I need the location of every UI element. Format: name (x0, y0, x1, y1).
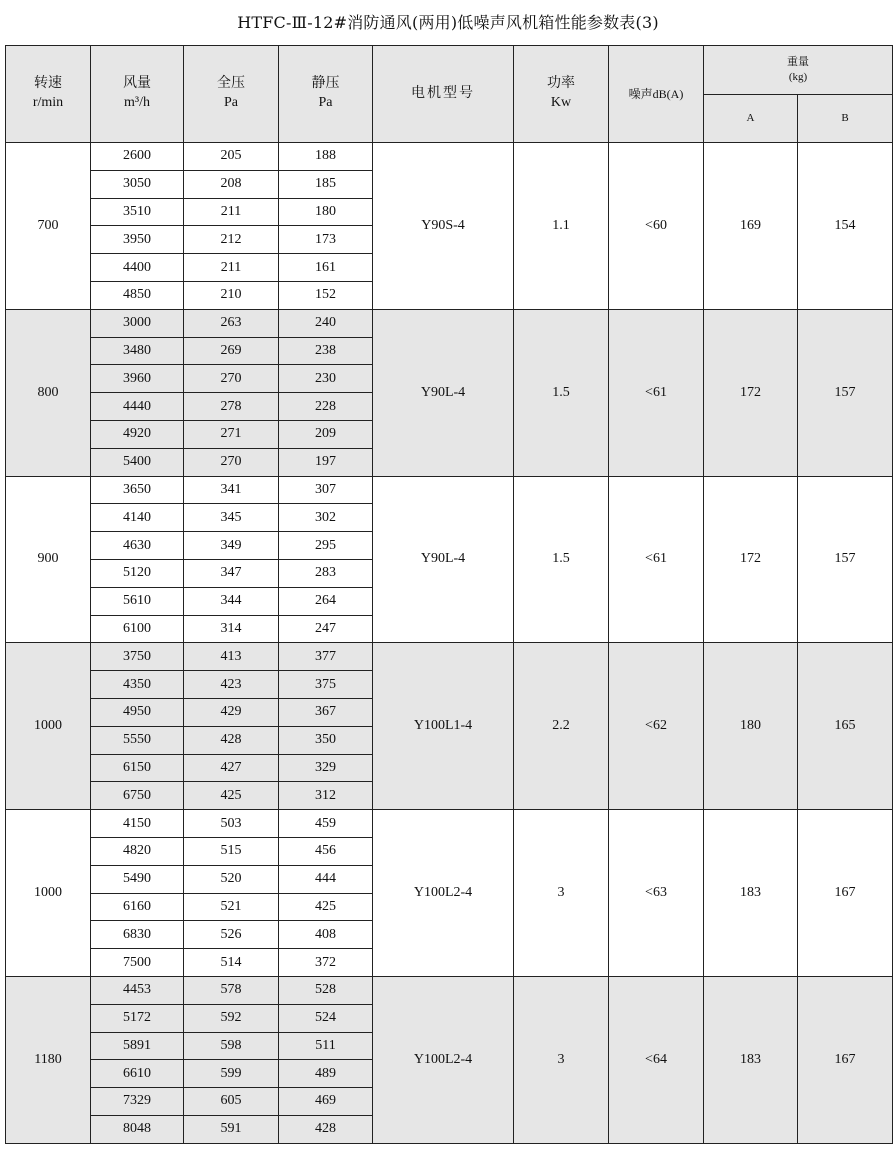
airflow-cell: 5550 (91, 726, 184, 754)
power-cell: 2.2 (514, 643, 609, 810)
static-pressure-cell: 489 (279, 1060, 373, 1088)
total-pressure-cell: 526 (184, 921, 279, 949)
power-header-unit: Kw (550, 95, 572, 110)
motor-model-cell: Y100L1-4 (373, 643, 514, 810)
static-pressure-cell: 350 (279, 726, 373, 754)
airflow-cell: 5400 (91, 448, 184, 476)
total-pressure-cell: 515 (184, 837, 279, 865)
total-pressure-cell: 578 (184, 976, 279, 1004)
total-pressure-cell: 345 (184, 504, 279, 532)
airflow-cell: 4630 (91, 532, 184, 560)
total-pressure-cell: 210 (184, 281, 279, 309)
static-pressure-cell: 469 (279, 1088, 373, 1116)
noise-cell: <63 (609, 810, 704, 977)
weight-header-label: 重量 (787, 56, 809, 69)
weight-b-cell: 157 (798, 309, 893, 476)
speed-header-label: 转速 (34, 76, 62, 92)
total-pressure-cell: 592 (184, 1004, 279, 1032)
airflow-cell: 3000 (91, 309, 184, 337)
noise-cell: <61 (609, 309, 704, 476)
weight-a-cell: 169 (704, 143, 798, 310)
airflow-cell: 8048 (91, 1115, 184, 1143)
airflow-header-unit: m³/h (124, 95, 150, 110)
weight-b-cell: 154 (798, 143, 893, 310)
static-pressure-cell: 307 (279, 476, 373, 504)
airflow-cell: 6830 (91, 921, 184, 949)
total-pressure-cell: 211 (184, 198, 279, 226)
power-header (514, 46, 609, 143)
total-pressure-cell: 344 (184, 587, 279, 615)
static-pressure-cell: 302 (279, 504, 373, 532)
weight-header-unit: (kg) (788, 71, 808, 83)
performance-table (5, 45, 893, 1144)
total-pressure-cell: 429 (184, 698, 279, 726)
airflow-cell: 4850 (91, 281, 184, 309)
static-pressure-cell: 459 (279, 810, 373, 838)
table-row (6, 976, 893, 1004)
static-pressure-cell: 247 (279, 615, 373, 643)
total-pressure-cell: 205 (184, 143, 279, 171)
speed-header (6, 46, 91, 143)
total-pressure-cell: 591 (184, 1115, 279, 1143)
noise-cell: <62 (609, 643, 704, 810)
total-pressure-cell: 208 (184, 170, 279, 198)
airflow-cell: 2600 (91, 143, 184, 171)
static-pressure-cell: 230 (279, 365, 373, 393)
static-pressure-header (279, 46, 373, 143)
power-cell: 3 (514, 810, 609, 977)
total-pressure-header-unit: Pa (224, 95, 238, 110)
total-pressure-cell: 349 (184, 532, 279, 560)
static-pressure-cell: 528 (279, 976, 373, 1004)
table-row (6, 309, 893, 337)
airflow-header (91, 46, 184, 143)
total-pressure-cell: 521 (184, 893, 279, 921)
total-pressure-cell: 503 (184, 810, 279, 838)
total-pressure-header (184, 46, 279, 143)
static-pressure-header-unit: Pa (318, 95, 333, 110)
static-pressure-cell: 209 (279, 420, 373, 448)
airflow-cell: 7500 (91, 949, 184, 977)
airflow-cell: 4453 (91, 976, 184, 1004)
airflow-cell: 4150 (91, 810, 184, 838)
static-pressure-cell: 367 (279, 698, 373, 726)
total-pressure-cell: 341 (184, 476, 279, 504)
static-pressure-cell: 425 (279, 893, 373, 921)
motor-model-cell: Y90S-4 (373, 143, 514, 310)
static-pressure-cell: 228 (279, 393, 373, 421)
static-pressure-cell: 283 (279, 559, 373, 587)
airflow-cell: 3950 (91, 226, 184, 254)
airflow-cell: 5891 (91, 1032, 184, 1060)
speed-group (6, 976, 893, 1143)
airflow-cell: 4350 (91, 671, 184, 699)
total-pressure-cell: 427 (184, 754, 279, 782)
motor-model-cell: Y90L-4 (373, 309, 514, 476)
weight-a-cell: 172 (704, 476, 798, 643)
airflow-cell: 3050 (91, 170, 184, 198)
speed-cell: 1180 (6, 976, 91, 1143)
speed-cell: 1000 (6, 643, 91, 810)
static-pressure-cell: 240 (279, 309, 373, 337)
total-pressure-cell: 270 (184, 448, 279, 476)
total-pressure-cell: 263 (184, 309, 279, 337)
power-cell: 3 (514, 976, 609, 1143)
table-row (6, 476, 893, 504)
speed-group (6, 643, 893, 810)
weight-header (704, 46, 893, 95)
noise-cell: <61 (609, 476, 704, 643)
page-title: HTFC-Ⅲ-12#消防通风(两用)低噪声风机箱性能参数表(3) (237, 13, 659, 32)
static-pressure-cell: 295 (279, 532, 373, 560)
table-row (6, 643, 893, 671)
total-pressure-cell: 425 (184, 782, 279, 810)
airflow-cell: 4400 (91, 254, 184, 282)
static-pressure-cell: 185 (279, 170, 373, 198)
weight-b-cell: 157 (798, 476, 893, 643)
airflow-cell: 6100 (91, 615, 184, 643)
speed-group (6, 810, 893, 977)
total-pressure-cell: 278 (184, 393, 279, 421)
airflow-cell: 6610 (91, 1060, 184, 1088)
airflow-cell: 5120 (91, 559, 184, 587)
total-pressure-cell: 413 (184, 643, 279, 671)
speed-group (6, 309, 893, 476)
speed-header-unit: r/min (32, 95, 64, 110)
static-pressure-cell: 312 (279, 782, 373, 810)
speed-group (6, 476, 893, 643)
airflow-cell: 6160 (91, 893, 184, 921)
static-pressure-cell: 329 (279, 754, 373, 782)
total-pressure-cell: 269 (184, 337, 279, 365)
airflow-cell: 7329 (91, 1088, 184, 1116)
total-pressure-cell: 598 (184, 1032, 279, 1060)
weight-a-cell: 183 (704, 976, 798, 1143)
airflow-cell: 4820 (91, 837, 184, 865)
static-pressure-cell: 180 (279, 198, 373, 226)
total-pressure-cell: 599 (184, 1060, 279, 1088)
weight-b-header: B (798, 95, 893, 143)
airflow-cell: 6750 (91, 782, 184, 810)
table-row (6, 810, 893, 838)
airflow-cell: 5172 (91, 1004, 184, 1032)
airflow-cell: 3960 (91, 365, 184, 393)
total-pressure-cell: 347 (184, 559, 279, 587)
static-pressure-cell: 238 (279, 337, 373, 365)
static-pressure-cell: 444 (279, 865, 373, 893)
static-pressure-header-label: 静压 (311, 76, 340, 92)
noise-cell: <60 (609, 143, 704, 310)
weight-b-cell: 165 (798, 643, 893, 810)
weight-a-cell: 172 (704, 309, 798, 476)
total-pressure-cell: 520 (184, 865, 279, 893)
total-pressure-cell: 428 (184, 726, 279, 754)
airflow-cell: 6150 (91, 754, 184, 782)
static-pressure-cell: 152 (279, 281, 373, 309)
airflow-cell: 3750 (91, 643, 184, 671)
static-pressure-cell: 377 (279, 643, 373, 671)
speed-group (6, 143, 893, 310)
total-pressure-cell: 514 (184, 949, 279, 977)
static-pressure-cell: 524 (279, 1004, 373, 1032)
airflow-cell: 5610 (91, 587, 184, 615)
motor-model-cell: Y90L-4 (373, 476, 514, 643)
airflow-cell: 4920 (91, 420, 184, 448)
motor-model-cell: Y100L2-4 (373, 976, 514, 1143)
power-cell: 1.5 (514, 476, 609, 643)
airflow-cell: 4440 (91, 393, 184, 421)
airflow-header-label: 风量 (123, 76, 151, 92)
motor-model-cell: Y100L2-4 (373, 810, 514, 977)
airflow-cell: 3510 (91, 198, 184, 226)
noise-cell: <64 (609, 976, 704, 1143)
weight-b-cell: 167 (798, 810, 893, 977)
static-pressure-cell: 372 (279, 949, 373, 977)
total-pressure-cell: 212 (184, 226, 279, 254)
airflow-cell: 4140 (91, 504, 184, 532)
total-pressure-cell: 605 (184, 1088, 279, 1116)
total-pressure-cell: 211 (184, 254, 279, 282)
total-pressure-cell: 314 (184, 615, 279, 643)
static-pressure-cell: 511 (279, 1032, 373, 1060)
speed-cell: 1000 (6, 810, 91, 977)
total-pressure-cell: 271 (184, 420, 279, 448)
weight-b-cell: 167 (798, 976, 893, 1143)
total-pressure-header-label: 全压 (217, 76, 245, 92)
static-pressure-cell: 173 (279, 226, 373, 254)
static-pressure-cell: 161 (279, 254, 373, 282)
speed-cell: 700 (6, 143, 91, 310)
speed-cell: 800 (6, 309, 91, 476)
total-pressure-cell: 423 (184, 671, 279, 699)
weight-a-header: A (704, 95, 798, 143)
noise-header: 噪声dB(A) (609, 46, 704, 143)
weight-a-cell: 183 (704, 810, 798, 977)
airflow-cell: 5490 (91, 865, 184, 893)
static-pressure-cell: 428 (279, 1115, 373, 1143)
speed-cell: 900 (6, 476, 91, 643)
static-pressure-cell: 197 (279, 448, 373, 476)
power-cell: 1.1 (514, 143, 609, 310)
power-cell: 1.5 (514, 309, 609, 476)
static-pressure-cell: 375 (279, 671, 373, 699)
static-pressure-cell: 188 (279, 143, 373, 171)
static-pressure-cell: 264 (279, 587, 373, 615)
airflow-cell: 3480 (91, 337, 184, 365)
table-header (6, 46, 893, 143)
total-pressure-cell: 270 (184, 365, 279, 393)
airflow-cell: 4950 (91, 698, 184, 726)
airflow-cell: 3650 (91, 476, 184, 504)
power-header-label: 功率 (547, 76, 575, 92)
weight-a-cell: 180 (704, 643, 798, 810)
static-pressure-cell: 408 (279, 921, 373, 949)
motor-model-header: 电机型号 (373, 46, 514, 143)
table-row (6, 143, 893, 171)
static-pressure-cell: 456 (279, 837, 373, 865)
